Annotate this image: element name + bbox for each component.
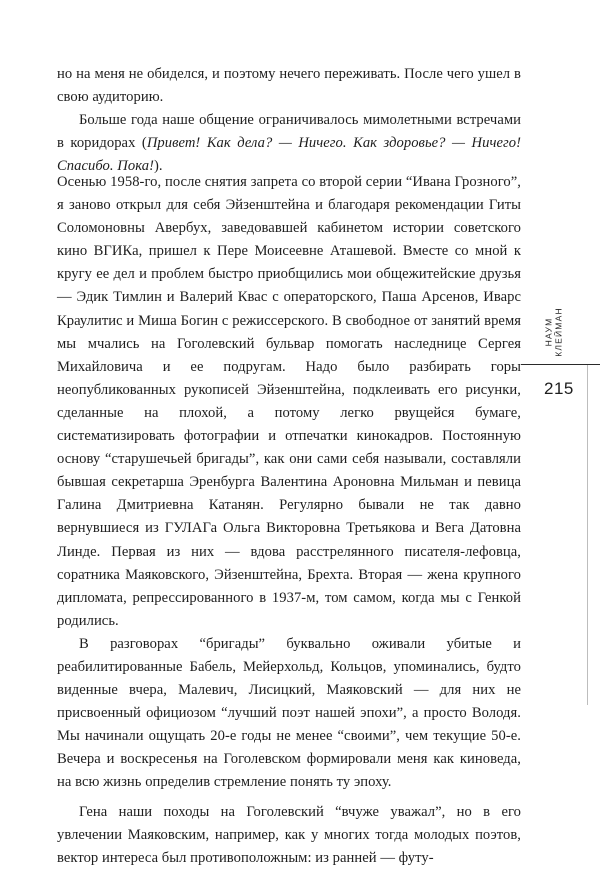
text-block-main bbox=[57, 171, 521, 870]
italic-dialogue: Привет! Как дела? — Ничего. Как здоровье? — Ничего! Спасибо. Пока! bbox=[57, 135, 521, 175]
running-head bbox=[543, 307, 564, 357]
author-last-name: КЛЕЙМАН bbox=[553, 307, 563, 357]
margin-rule-horizontal bbox=[521, 364, 600, 365]
running-head-text bbox=[545, 307, 564, 357]
text-block-top bbox=[57, 63, 521, 178]
author-first-name: НАУМ bbox=[543, 317, 554, 347]
paragraph-text-end: ). bbox=[154, 158, 163, 175]
paragraph: В разговорах “бригады” буквально оживали убитые и реабилитированные Бабель, Мейерхольд, Кольцов, упоминались, будто виденные вчера, Малевич, Лисицкий, Маяковский — для них не присвоенный официозом “лучший поэт нашей эпохи”, а просто Володя. Мы начинали ощущать 20-е годы не менее “своими”, чем текущие 50-е. Вечера и воскресенья на Гоголевском формировали меня как киноведа, на всю жизнь определив стремление понять ту эпоху. bbox=[57, 635, 521, 791]
paragraph-text: Больше года наше общение ограничивалось мимолетными встречами в коридорах ( bbox=[57, 112, 521, 152]
margin-rule-vertical bbox=[587, 365, 588, 705]
page-number: 215 bbox=[544, 379, 574, 398]
paragraph: но на меня не обиделся, и поэтому нечего переживать. После чего ушел в свою аудиторию. bbox=[57, 66, 521, 106]
paragraph: Гена наши походы на Гоголевский “вчуже уважал”, но в его увлечении Маяковским, например, как у многих тогда молодых поэтов, вектор интереса был противоположным: из ранней — футу- bbox=[57, 803, 521, 866]
paragraph: Осенью 1958-го, после снятия запрета со второй серии “Ивана Грозного”, я заново открыл для себя Эйзенштейна и благодаря рекомендации Гиты Соломоновны Авербух, заведовавшей кабинетом истории советского кино ВГИКа, пришел к Пере Моисеевне Аташевой. Вместе со мной к кругу ее дел и проблем быстро приобщились мои общежитейские друзья — Эдик Тимлин и Валерий Квас с операторского, Паша Арсенов, Иварс Краулитис и Миша Богин с режиссерского. В свободное от занятий время мы мчались на Гоголевский бульвар помогать наследнице Сергея Михайловича и ее подругам. Надо было разбирать горы неопубликованных рукописей Эйзенштейна, подклеивать его рисунки, сделанные на плохой, а потому легко рвущейся бумаге, систематизировать фотографии и отпечатки кинокадров. Постоянную основу “старушечьей бригады”, как они сами себя называли, составляли бывшая секретарша Эренбурга Валентина Ароновна Мильман и певица Галина Дмитриевна Катанян. Регулярно бывали не так давно вернувшиеся из ГУЛАГа Ольга Викторовна Третьякова и Вега Датовна Линде. Первая из них — вдова расстрелянного писателя-лефовца, соратника Маяковского, Эйзенштейна, Брехта. Вторая — жена крупного дипломата, репрессированного в 1937-м, том самом, когда мы с Генкой родились. bbox=[57, 174, 521, 629]
paragraph bbox=[57, 109, 521, 178]
